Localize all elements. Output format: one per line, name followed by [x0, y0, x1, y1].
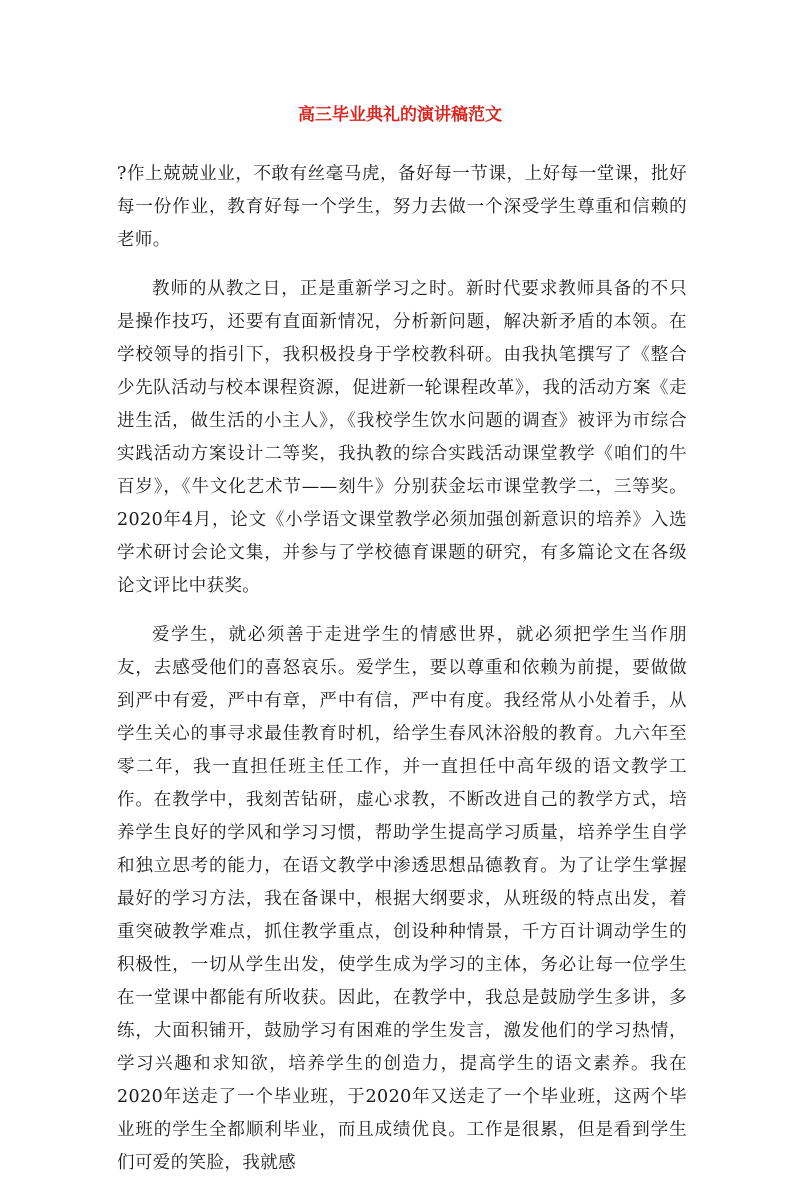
document-body [117, 158, 687, 1180]
paragraph-1: ?作上兢兢业业，不敢有丝毫马虎，备好每一节课，上好每一堂课，批好每一份作业，教育好每一个学生，努力去做一个深受学生尊重和信赖的老师。 [117, 164, 687, 250]
paragraph-2: 教师的从教之日，正是重新学习之时。新时代要求教师具备的不只是操作技巧，还要有直面新情况，分析新问题，解决新矛盾的本领。在学校领导的指引下，我积极投身于学校教科研。由我执笔撰写了《整合少先队活动与校本课程资源，促进新一轮课程改革》，我的活动方案《走进生活，做生活的小主人》，《我校学生饮水问题的调查》被评为市综合实践活动方案设计二等奖，我执教的综合实践活动课堂教学《咱们的牛百岁》，《牛文化艺术节——刻牛》分别获金坛市课堂教学二，三等奖。2020年4月，论文《小学语文课堂教学必须加强创新意识的培养》入选学术研讨会论文集，并参与了学校德育课题的研究，有多篇论文在各级论文评比中获奖。 [117, 279, 687, 596]
paragraph-3: 爱学生，就必须善于走进学生的情感世界，就必须把学生当作朋友，去感受他们的喜怒哀乐。爱学生，要以尊重和依赖为前提，要做做到严中有爱，严中有章，严中有信，严中有度。我经常从小处着手，从学生关心的事寻求最佳教育时机，给学生春风沐浴般的教育。九六年至零二年，我一直担任班主任工作，并一直担任中高年级的语文教学工作。在教学中，我刻苦钻研，虚心求教，不断改进自己的教学方式，培养学生良好的学风和学习习惯，帮助学生提高学习质量，培养学生自学和独立思考的能力，在语文教学中渗透思想品德教育。为了让学生掌握最好的学习方法，我在备课中，根据大纲要求，从班级的特点出发，着重突破教学难点，抓住教学重点，创设种种情景，千方百计调动学生的积极性，一切从学生出发，使学生成为学习的主体，务必让每一位学生在一堂课中都能有所收获。因此，在教学中，我总是鼓励学生多讲，多练，大面积铺开，鼓励学习有困难的学生发言，激发他们的学习热情，学习兴趣和求知欲，培养学生的创造力，提高学生的语文素养。我在2020年送走了一个毕业班，于2020年又送走了一个毕业班，这两个毕业班的学生全都顺利毕业，而且成绩优良。工作是很累，但是看到学生们可爱的笑脸，我就感 [117, 625, 687, 1173]
document-title: 高三毕业典礼的演讲稿范文 [298, 105, 502, 125]
